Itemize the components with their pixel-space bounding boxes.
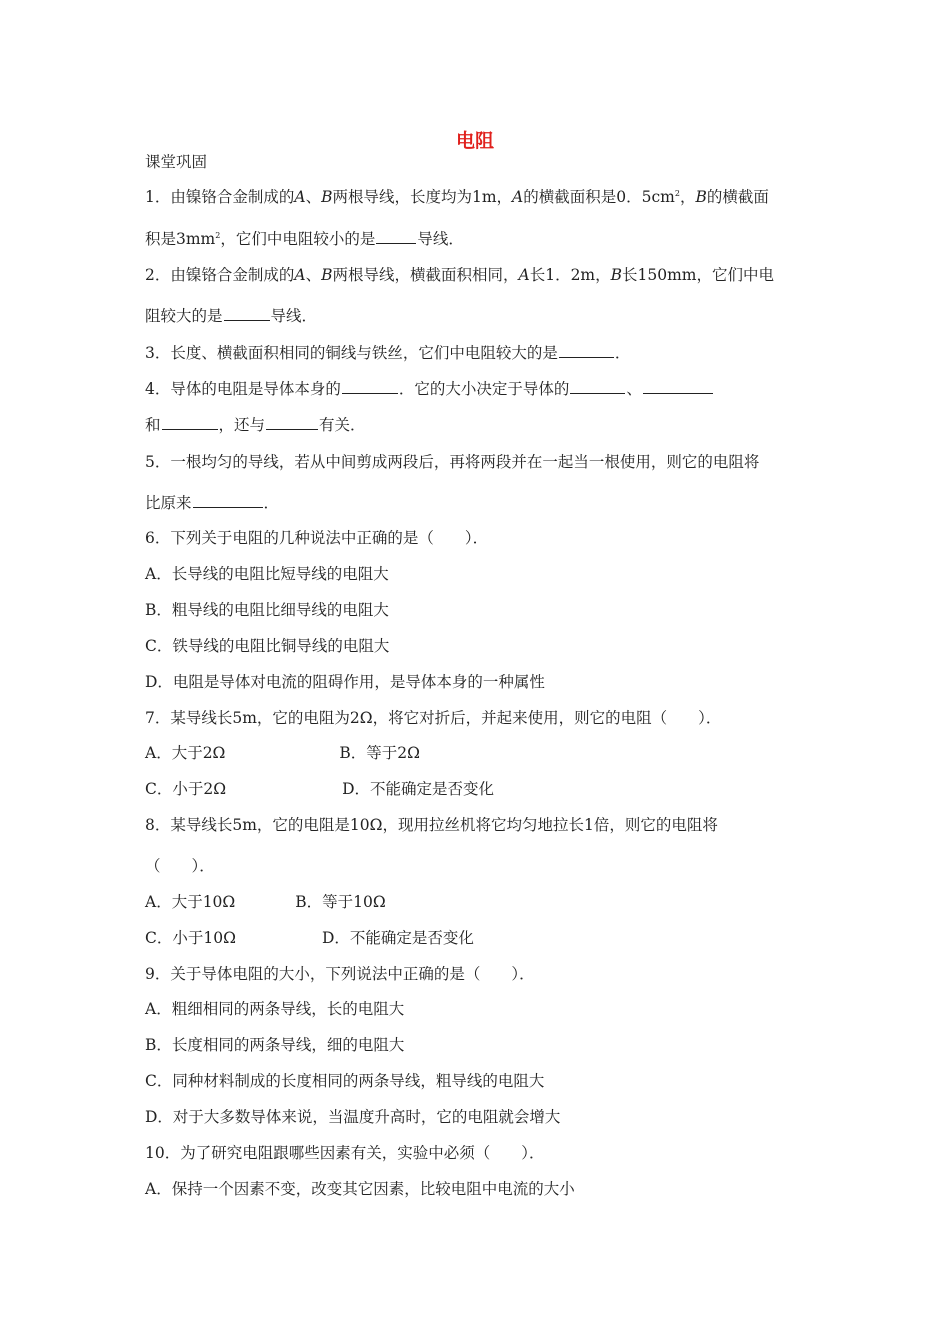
answer-blank[interactable] <box>570 378 625 394</box>
question-7-options-cd <box>145 779 494 799</box>
page-title: 电阻 <box>455 130 494 152</box>
question-8-option-a[interactable]: A．大于10Ω <box>145 893 236 911</box>
question-10-stem: 10．为了研究电阻跟哪些因素有关，实验中必须（ ）． <box>145 1144 545 1162</box>
question-7-option-d[interactable]: D．不能确定是否变化 <box>342 780 495 798</box>
answer-blank[interactable] <box>559 342 614 358</box>
answer-blank[interactable] <box>224 305 270 321</box>
question-8-option-d[interactable]: D．不能确定是否变化 <box>321 929 474 947</box>
answer-blank[interactable] <box>376 228 416 244</box>
question-9-option-a[interactable]: A．粗细相同的两条导线，长的电阻大 <box>145 1000 405 1018</box>
answer-blank[interactable] <box>193 492 263 508</box>
answer-blank[interactable] <box>266 414 318 430</box>
question-9-option-c[interactable]: C．同种材料制成的长度相同的两条导线，粗导线的电阻大 <box>145 1072 545 1090</box>
question-7-stem: 7．某导线长5m，它的电阻为2Ω，将它对折后，并起来使用，则它的电阻（ ）． <box>145 709 722 727</box>
question-6-stem: 6．下列关于电阻的几种说法中正确的是（ ）． <box>145 529 489 547</box>
question-7-options-ab <box>145 743 420 763</box>
question-9-option-b[interactable]: B．长度相同的两条导线，细的电阻大 <box>145 1036 405 1054</box>
question-8-option-c[interactable]: C．小于10Ω <box>145 929 236 947</box>
question-10-option-a[interactable]: A．保持一个因素不变，改变其它因素，比较电阻中电流的大小 <box>145 1180 575 1198</box>
question-2-line-1: 2．由镍铬合金制成的A、B两根导线，横截面积相同，A长1．2m，B长150mm，它们中电 <box>145 266 774 284</box>
question-1-line-1: 1．由镍铬合金制成的A、B两根导线，长度均为1m，A的横截面积是0．$5cm^2$，B的横截面 <box>145 188 769 206</box>
question-3: 3．长度、横截面积相同的铜线与铁丝，它们中电阻较大的是 ． <box>145 344 631 362</box>
question-7-option-b[interactable]: B．等于2Ω <box>339 744 421 762</box>
question-8-options-cd <box>145 928 474 948</box>
question-6-option-a[interactable]: A．长导线的电阻比短导线的电阻大 <box>145 565 389 583</box>
question-2-line-2: 阻较大的是 导线． <box>145 307 318 325</box>
question-8-option-b[interactable]: B．等于10Ω <box>295 893 386 911</box>
question-1-line-2: 积是$3mm^2$，它们中电阻较小的是 导线． <box>145 230 464 248</box>
question-6-option-d[interactable]: D．电阻是导体对电流的阻碍作用，是导体本身的一种属性 <box>145 673 545 691</box>
question-6-option-b[interactable]: B．粗导线的电阻比细导线的电阻大 <box>145 601 389 619</box>
section-heading: 课堂巩固 <box>145 153 208 171</box>
question-7-option-a[interactable]: A．大于2Ω <box>145 744 226 762</box>
question-5-line-2: 比原来 ． <box>145 494 280 512</box>
question-5-line-1: 5．一根均匀的导线，若从中间剪成两段后，再将两段并在一起当一根使用，则它的电阻将 <box>145 453 760 471</box>
question-6-option-c[interactable]: C．铁导线的电阻比铜导线的电阻大 <box>145 637 390 655</box>
question-9-stem: 9．关于导体电阻的大小，下列说法中正确的是（ ）． <box>145 965 535 983</box>
question-4-line-1: 4．导体的电阻是导体本身的 ．它的大小决定于导体的 、 <box>145 378 714 399</box>
question-8-options-ab <box>145 892 386 912</box>
answer-blank[interactable] <box>342 378 398 394</box>
question-4-line-2: 和 ，还与 有关． <box>145 416 366 434</box>
question-8-stem: 8．某导线长5m，它的电阻是10Ω，现用拉丝机将它均匀地拉长1倍，则它的电阻将 <box>145 816 718 834</box>
question-8-stem-cont: （ ）． <box>145 857 215 875</box>
answer-blank[interactable] <box>162 414 218 430</box>
question-9-option-d[interactable]: D．对于大多数导体来说，当温度升高时，它的电阻就会增大 <box>145 1108 561 1126</box>
question-7-option-c[interactable]: C．小于2Ω <box>145 780 227 798</box>
answer-blank[interactable] <box>643 378 713 394</box>
